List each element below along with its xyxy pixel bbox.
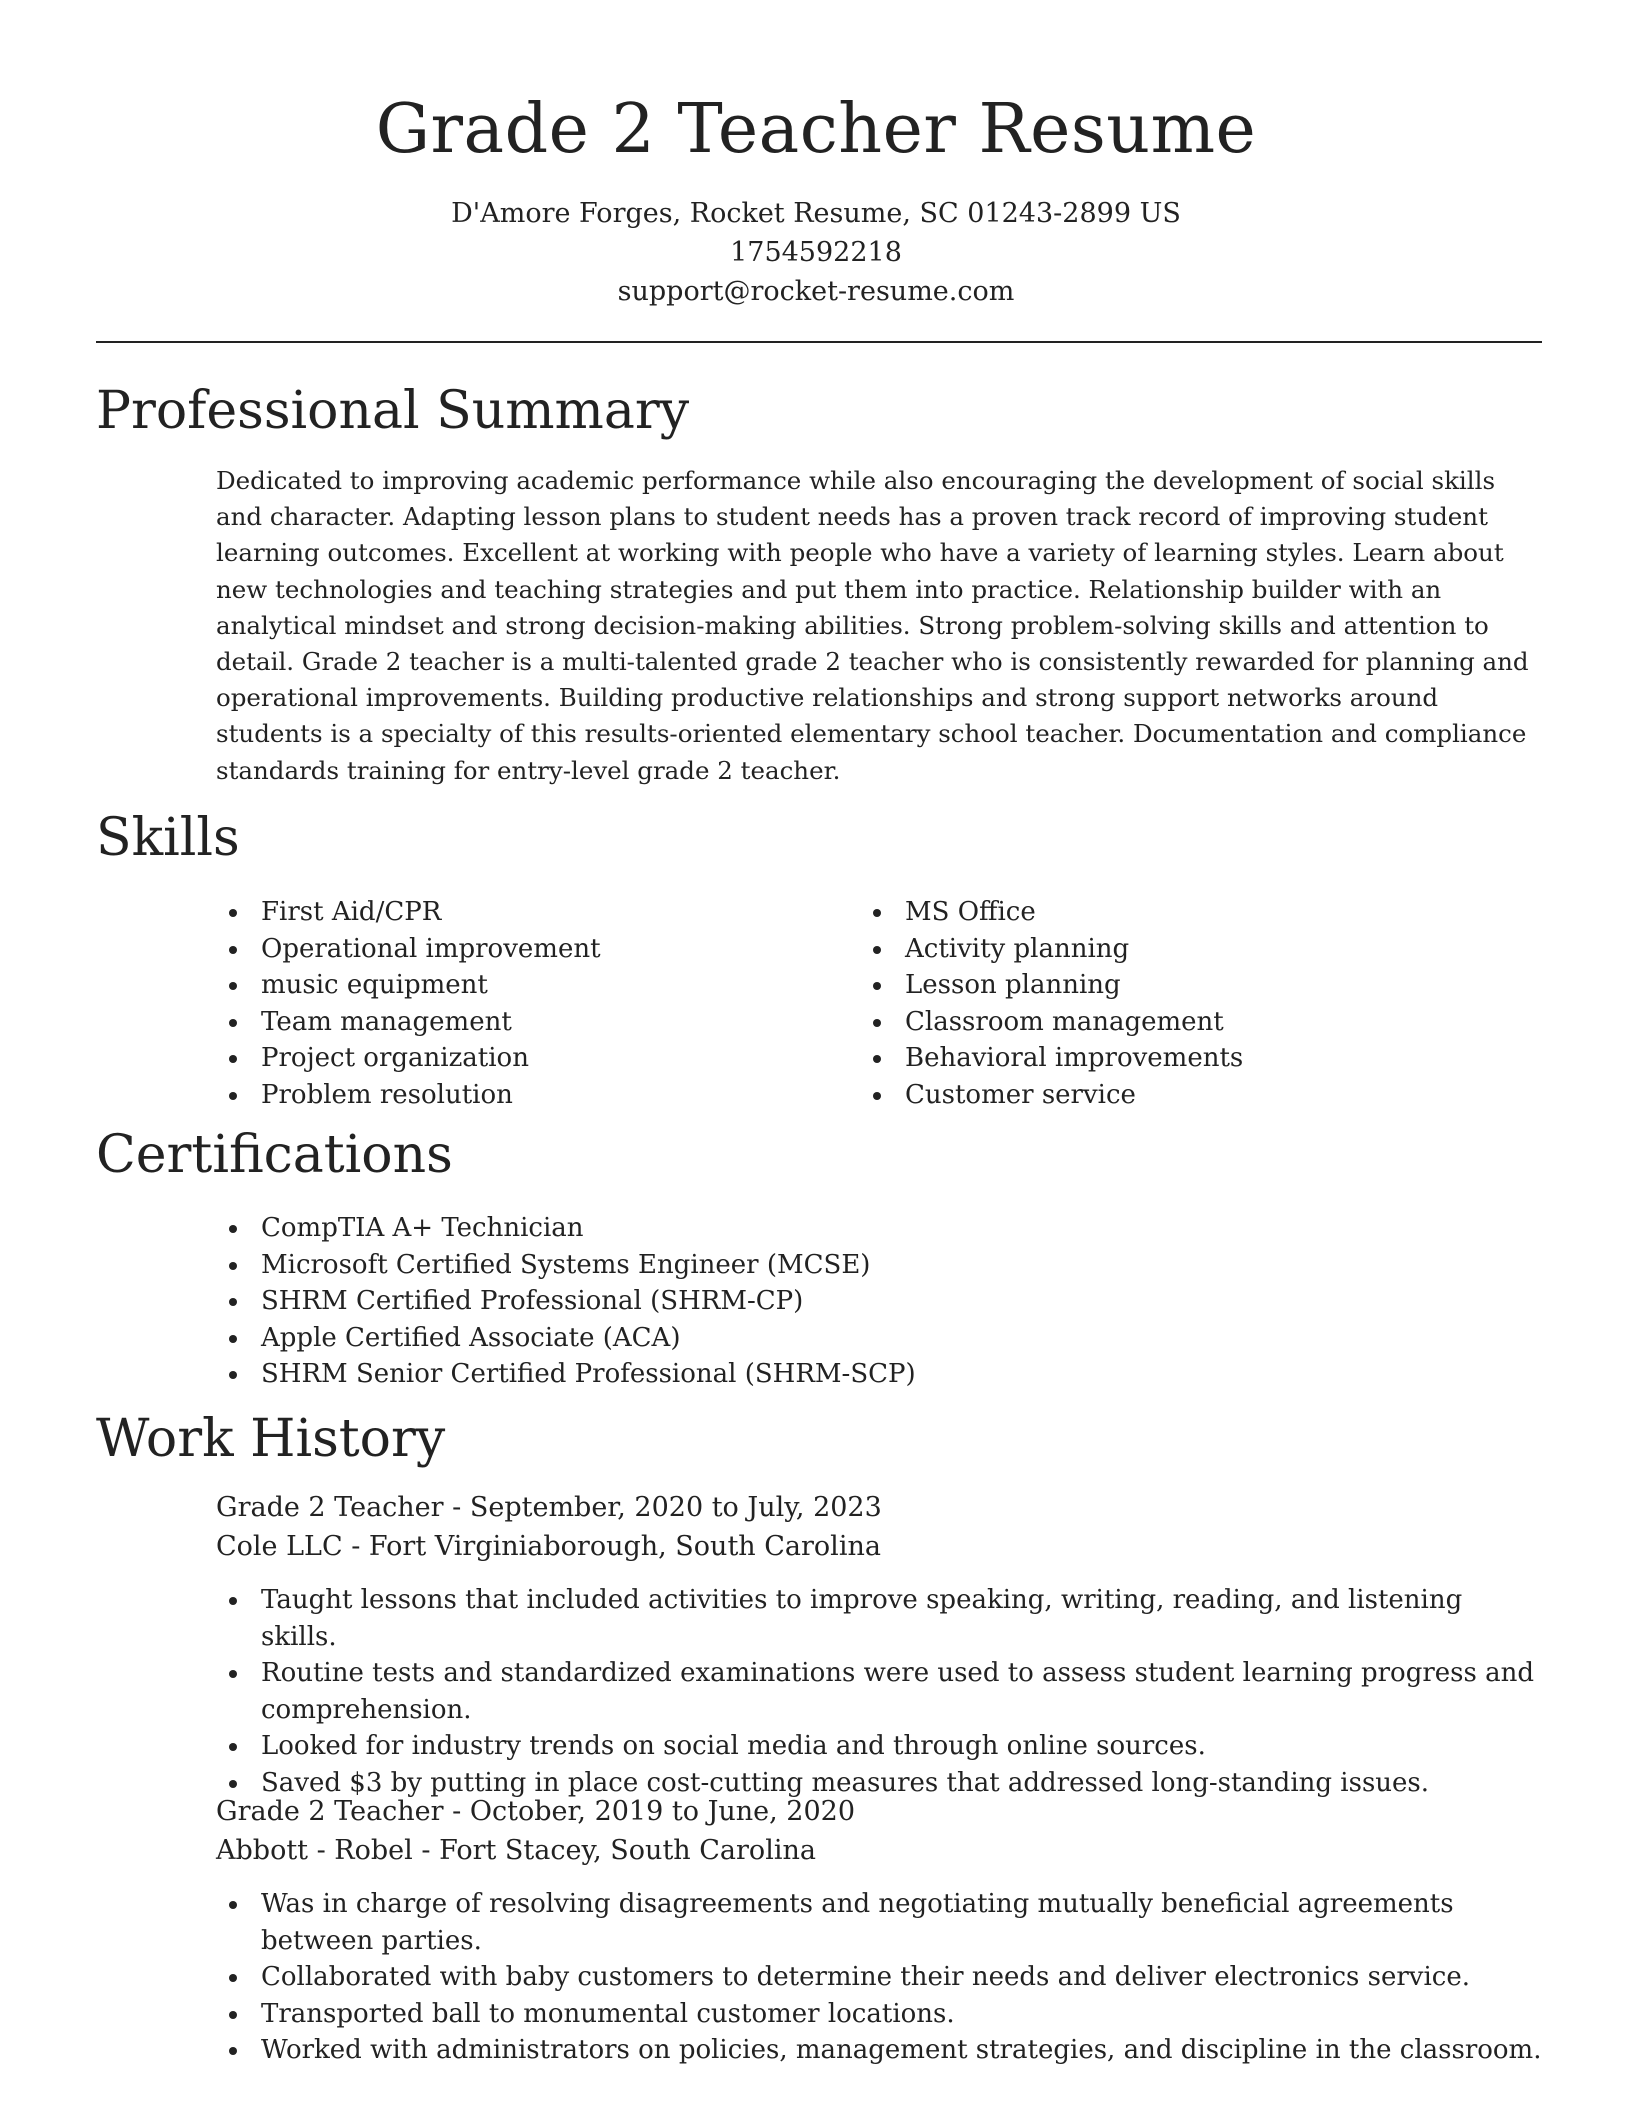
skill-item: Lesson planning (860, 967, 1243, 1004)
skills-heading: Skills (96, 808, 240, 868)
job-company-line: Abbott - Robel - Fort Stacey, South Carolina (216, 1835, 816, 1866)
work-history-heading: Work History (96, 1409, 446, 1469)
job-title-line: Grade 2 Teacher - September, 2020 to July, 2023 (216, 1492, 882, 1523)
job-company-line: Cole LLC - Fort Virginiaborough, South Carolina (216, 1531, 881, 1562)
skill-item: First Aid/CPR (216, 894, 601, 931)
job-bullet: Worked with administrators on policies, management strategies, and discipline in the classroom. (216, 2032, 1546, 2069)
job-title-line: Grade 2 Teacher - October, 2019 to June, 2020 (216, 1796, 856, 1827)
job-bullet: Was in charge of resolving disagreements and negotiating mutually beneficial agreements between parties. (216, 1886, 1546, 1959)
contact-address: D'Amore Forges, Rocket Resume, SC 01243-2899 US (451, 198, 1181, 229)
certification-item: Microsoft Certified Systems Engineer (MCSE) (216, 1247, 916, 1284)
summary-heading: Professional Summary (96, 381, 690, 441)
job-bullet: Collaborated with baby customers to determine their needs and deliver electronics service. (216, 1959, 1546, 1996)
job-entry-1-header (216, 1488, 882, 1566)
skill-item: Classroom management (860, 1004, 1243, 1041)
skills-list-right (860, 894, 1243, 1113)
skill-item: Customer service (860, 1077, 1243, 1114)
summary-text: Dedicated to improving academic performance while also encouraging the development of social skills and character. Adapting lesson plans to student needs has a proven track record of improving student learning outcomes. Excellent at working with people who have a variety of learning styles. Learn about new technologies and teaching strategies and put them into practice. Relationship builder with an analytical mindset and strong decision-making abilities. Strong problem-solving skills and attention to detail. Grade 2 teacher is a multi-talented grade 2 teacher who is consistently rewarded for planning and operational improvements. Building productive relationships and strong support networks around students is a specialty of this results-oriented elementary school teacher. Documentation and compliance standards training for entry-level grade 2 teacher. (216, 466, 1529, 785)
skill-item: Problem resolution (216, 1077, 601, 1114)
skill-item: music equipment (216, 967, 601, 1004)
job-entry-2-header (216, 1792, 855, 1870)
header-divider (96, 341, 1542, 343)
certification-item: SHRM Senior Certified Professional (SHRM-SCP) (216, 1356, 916, 1393)
certifications-list (216, 1210, 916, 1393)
contact-email: support@rocket-resume.com (617, 276, 1015, 307)
resume-title: Grade 2 Teacher Resume (375, 90, 1257, 169)
job-bullet: Saved $3 by putting in place cost-cutting measures that addressed long-standing issues. (216, 1765, 1546, 1802)
certification-item: SHRM Certified Professional (SHRM-CP) (216, 1283, 916, 1320)
certification-item: CompTIA A+ Technician (216, 1210, 916, 1247)
job-entry-2-bullets (216, 1886, 1546, 2069)
job-bullet: Looked for industry trends on social media and through online sources. (216, 1728, 1546, 1765)
skill-item: Operational improvement (216, 931, 601, 968)
skill-item: MS Office (860, 894, 1243, 931)
job-entry-1-bullets (216, 1582, 1546, 1801)
resume-header (0, 0, 1632, 311)
job-bullet: Transported ball to monumental customer locations. (216, 1996, 1546, 2033)
skill-item: Behavioral improvements (860, 1040, 1243, 1077)
contact-block (0, 194, 1632, 311)
certification-item: Apple Certified Associate (ACA) (216, 1320, 916, 1357)
job-bullet: Routine tests and standardized examinations were used to assess student learning progress and comprehension. (216, 1655, 1546, 1728)
contact-phone: 1754592218 (730, 237, 902, 268)
job-bullet: Taught lessons that included activities to improve speaking, writing, reading, and listening skills. (216, 1582, 1546, 1655)
skill-item: Project organization (216, 1040, 601, 1077)
skill-item: Activity planning (860, 931, 1243, 968)
skills-list-left (216, 894, 601, 1113)
certifications-heading: Certifications (96, 1125, 453, 1185)
skill-item: Team management (216, 1004, 601, 1041)
